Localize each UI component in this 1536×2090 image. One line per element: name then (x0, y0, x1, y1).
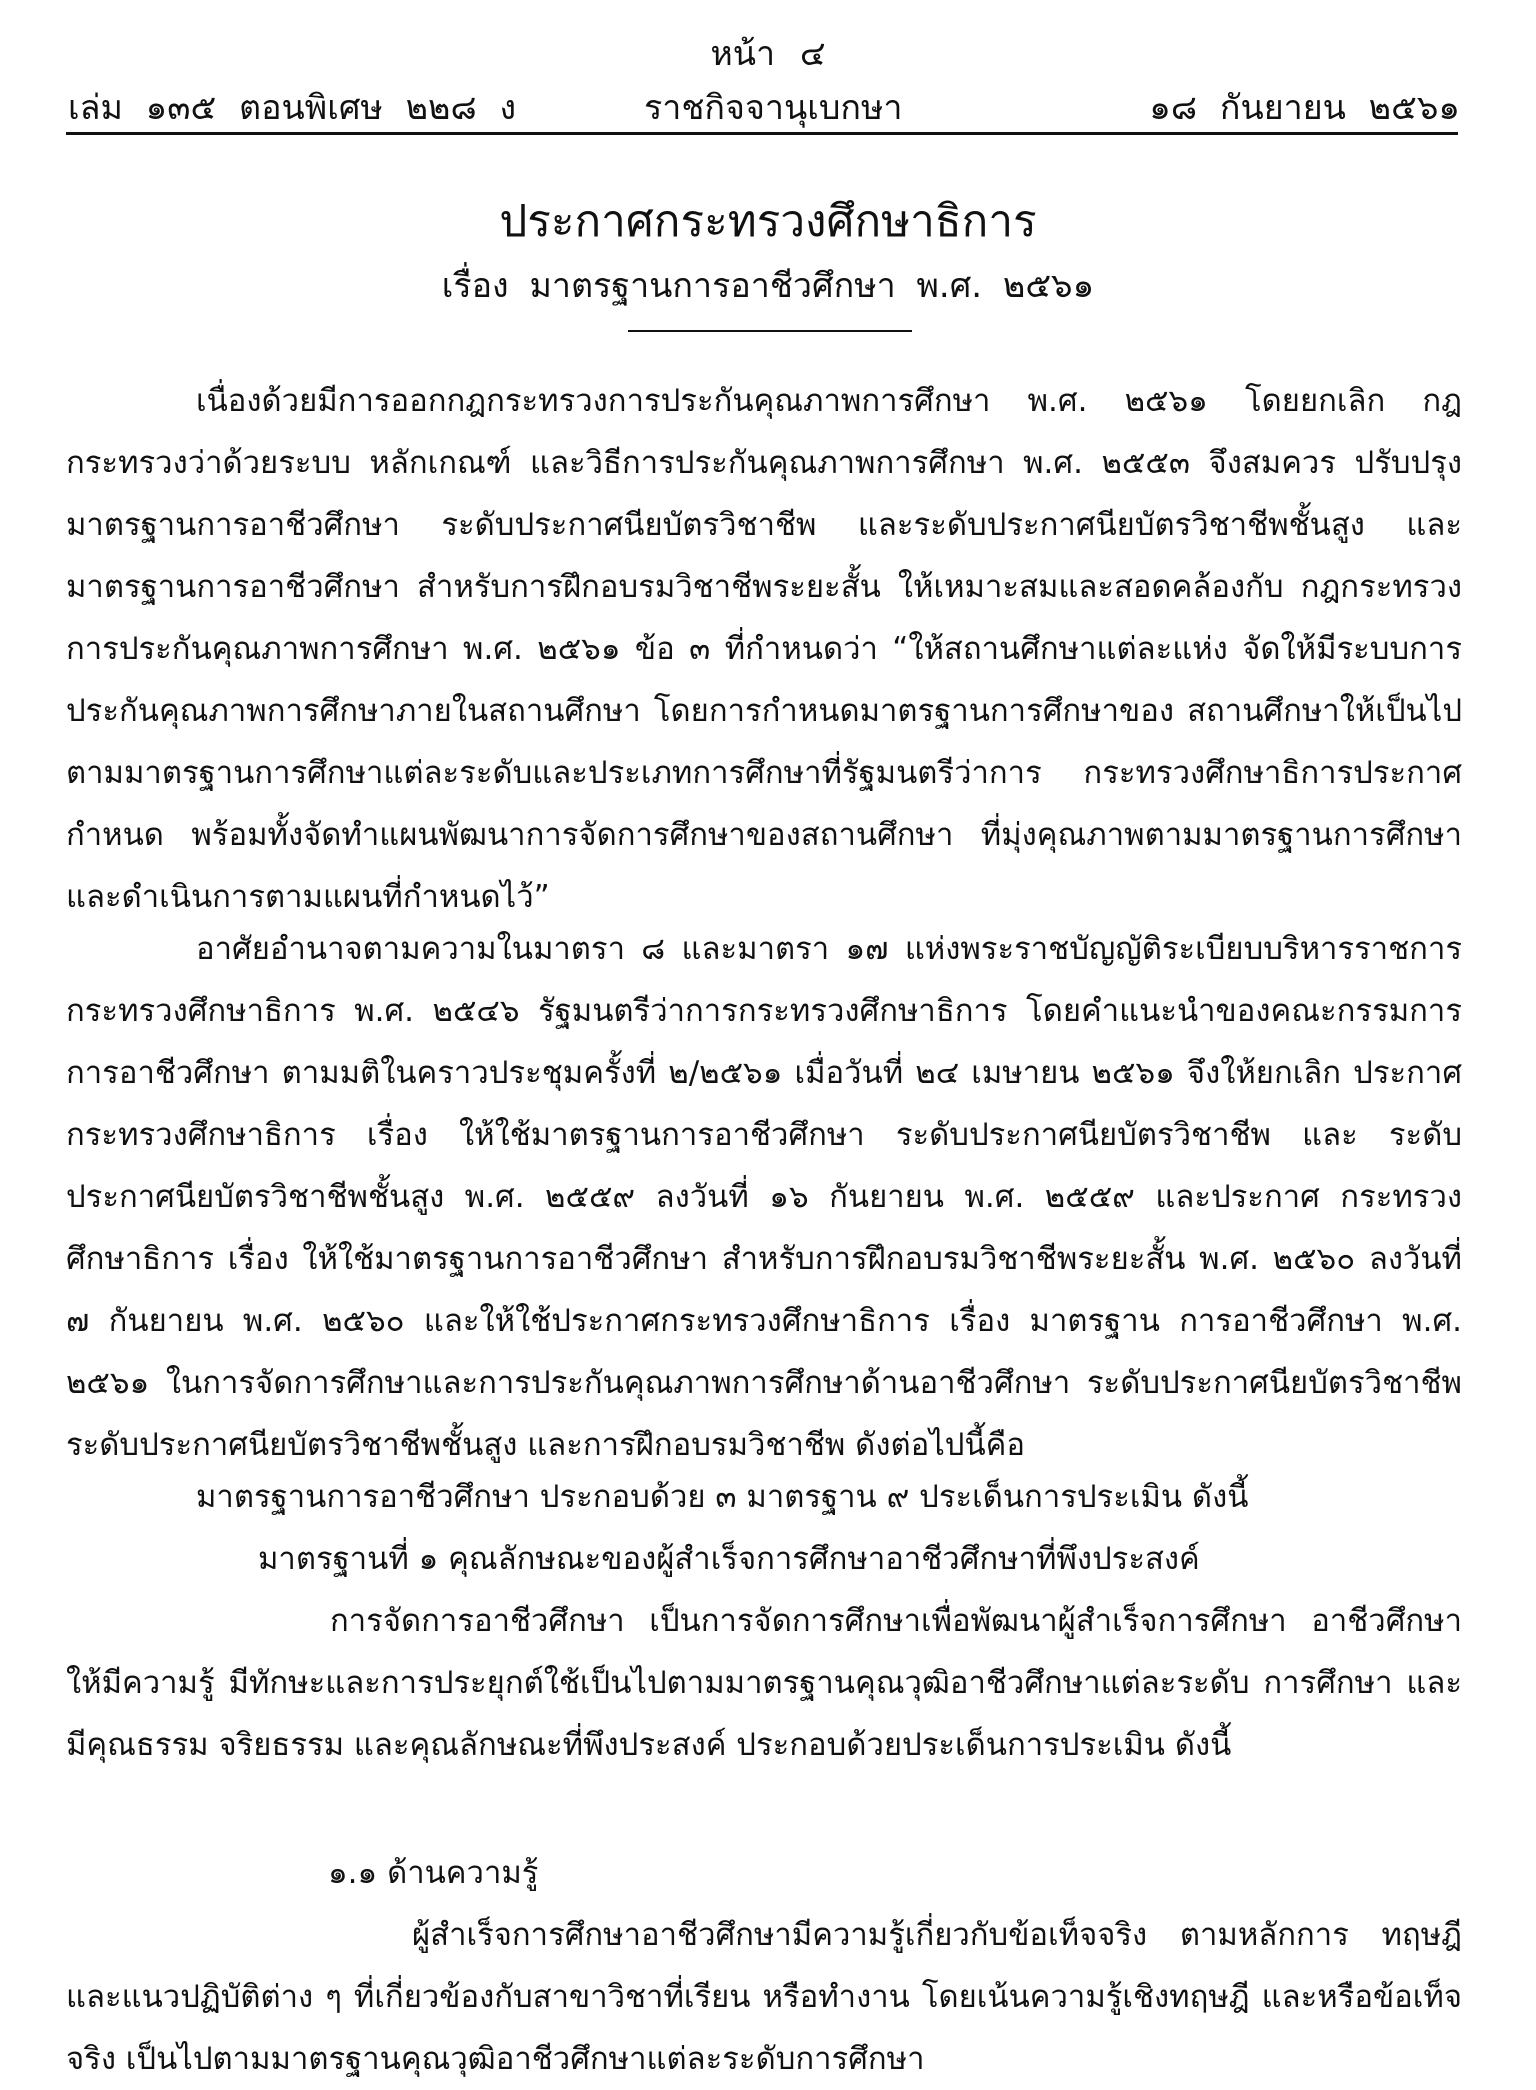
title-divider (628, 330, 912, 332)
volume-issue: เล่ม ๑๓๕ ตอนพิเศษ ๒๒๘ ง (68, 88, 517, 128)
paragraph-authority: อาศัยอำนาจตามความในมาตรา ๘ และมาตรา ๑๗ แห่งพระราชบัญญัติระเบียบบริหารราชการ กระทรวงศึกษาธิการ พ.ศ. ๒๕๔๖ รัฐมนตรีว่าการกระทรวงศึกษาธิการ โดยคำแนะนำของคณะกรรมการ การอาชีวศึกษา ตามมติในคราวประชุมครั้งที่ ๒/๒๕๖๑ เมื่อวันที่ ๒๔ เมษายน ๒๕๖๑ จึงให้ยกเลิก ประกาศกระทรวงศึกษาธิการ เรื่อง ให้ใช้มาตรฐานการอาชีวศึกษา ระดับประกาศนียบัตรวิชาชีพ และ ระดับประกาศนียบัตรวิชาชีพชั้นสูง พ.ศ. ๒๕๕๙ ลงวันที่ ๑๖ กันยายน พ.ศ. ๒๕๕๙ และประกาศ กระทรวงศึกษาธิการ เรื่อง ให้ใช้มาตรฐานการอาชีวศึกษา สำหรับการฝึกอบรมวิชาชีพระยะสั้น พ.ศ. ๒๕๖๐ ลงวันที่ ๗ กันยายน พ.ศ. ๒๕๖๐ และให้ใช้ประกาศกระทรวงศึกษาธิการ เรื่อง มาตรฐาน การอาชีวศึกษา พ.ศ. ๒๕๖๑ ในการจัดการศึกษาและการประกันคุณภาพการศึกษาด้านอาชีวศึกษา ระดับประกาศนียบัตรวิชาชีพ ระดับประกาศนียบัตรวิชาชีพชั้นสูง และการฝึกอบรมวิชาชีพ ดังต่อไปนี้คือ (66, 931, 1462, 1463)
section-1-1-paragraph: ผู้สำเร็จการศึกษาอาชีวศึกษามีความรู้เกี่ยวกับข้อเท็จจริง ตามหลักการ ทฤษฎี และแนวปฏิบัติต่าง ๆ ที่เกี่ยวข้องกับสาขาวิชาที่เรียน หรือทำงาน โดยเน้นความรู้เชิงทฤษฎี และหรือข้อเท็จจริง เป็นไปตามมาตรฐานคุณวุฒิอาชีวศึกษาแต่ละระดับการศึกษา (66, 1917, 1462, 2077)
document-title: ประกาศกระทรวงศึกษาธิการ (499, 196, 1037, 247)
publication-name: ราชกิจจานุเบกษา (644, 88, 903, 128)
standard-1-heading: มาตรฐานที่ ๑ คุณลักษณะของผู้สำเร็จการศึกษาอาชีวศึกษาที่พึงประสงค์ (258, 1541, 1200, 1577)
standards-intro: มาตรฐานการอาชีวศึกษา ประกอบด้วย ๓ มาตรฐาน ๙ ประเด็นการประเมิน ดังนี้ (196, 1479, 1249, 1515)
paragraph-preamble: เนื่องด้วยมีการออกกฎกระทรวงการประกันคุณภาพการศึกษา พ.ศ. ๒๕๖๑ โดยยกเลิก กฎกระทรวงว่าด้วยระบบ หลักเกณฑ์ และวิธีการประกันคุณภาพการศึกษา พ.ศ. ๒๕๕๓ จึงสมควร ปรับปรุงมาตรฐานการอาชีวศึกษา ระดับประกาศนียบัตรวิชาชีพ และระดับประกาศนียบัตรวิชาชีพชั้นสูง และมาตรฐานการอาชีวศึกษา สำหรับการฝึกอบรมวิชาชีพระยะสั้น ให้เหมาะสมและสอดคล้องกับ กฎกระทรวงการประกันคุณภาพการศึกษา พ.ศ. ๒๕๖๑ ข้อ ๓ ที่กำหนดว่า “ให้สถานศึกษาแต่ละแห่ง จัดให้มีระบบการประกันคุณภาพการศึกษาภายในสถานศึกษา โดยการกำหนดมาตรฐานการศึกษาของ สถานศึกษาให้เป็นไปตามมาตรฐานการศึกษาแต่ละระดับและประเภทการศึกษาที่รัฐมนตรีว่าการ กระทรวงศึกษาธิการประกาศกำหนด พร้อมทั้งจัดทำแผนพัฒนาการจัดการศึกษาของสถานศึกษา ที่มุ่งคุณภาพตามมาตรฐานการศึกษาและดำเนินการตามแผนที่กำหนดไว้” (66, 383, 1462, 915)
page-number: หน้า ๔ (710, 34, 826, 74)
standard-1-paragraph: การจัดการอาชีวศึกษา เป็นการจัดการศึกษาเพื่อพัฒนาผู้สำเร็จการศึกษา อาชีวศึกษาให้มีความรู้ มีทักษะและการประยุกต์ใช้เป็นไปตามมาตรฐานคุณวุฒิอาชีวศึกษาแต่ละระดับ การศึกษา และมีคุณธรรม จริยธรรม และคุณลักษณะที่พึงประสงค์ ประกอบด้วยประเด็นการประเมิน ดังนี้ (66, 1603, 1462, 1763)
publication-date: ๑๘ กันยายน ๒๕๖๑ (1149, 88, 1460, 128)
document-subject: เรื่อง มาตรฐานการอาชีวศึกษา พ.ศ. ๒๕๖๑ (441, 266, 1095, 306)
section-1-1-heading: ๑.๑ ด้านความรู้ (328, 1855, 539, 1891)
header-divider (66, 132, 1458, 135)
running-header (68, 80, 1460, 128)
